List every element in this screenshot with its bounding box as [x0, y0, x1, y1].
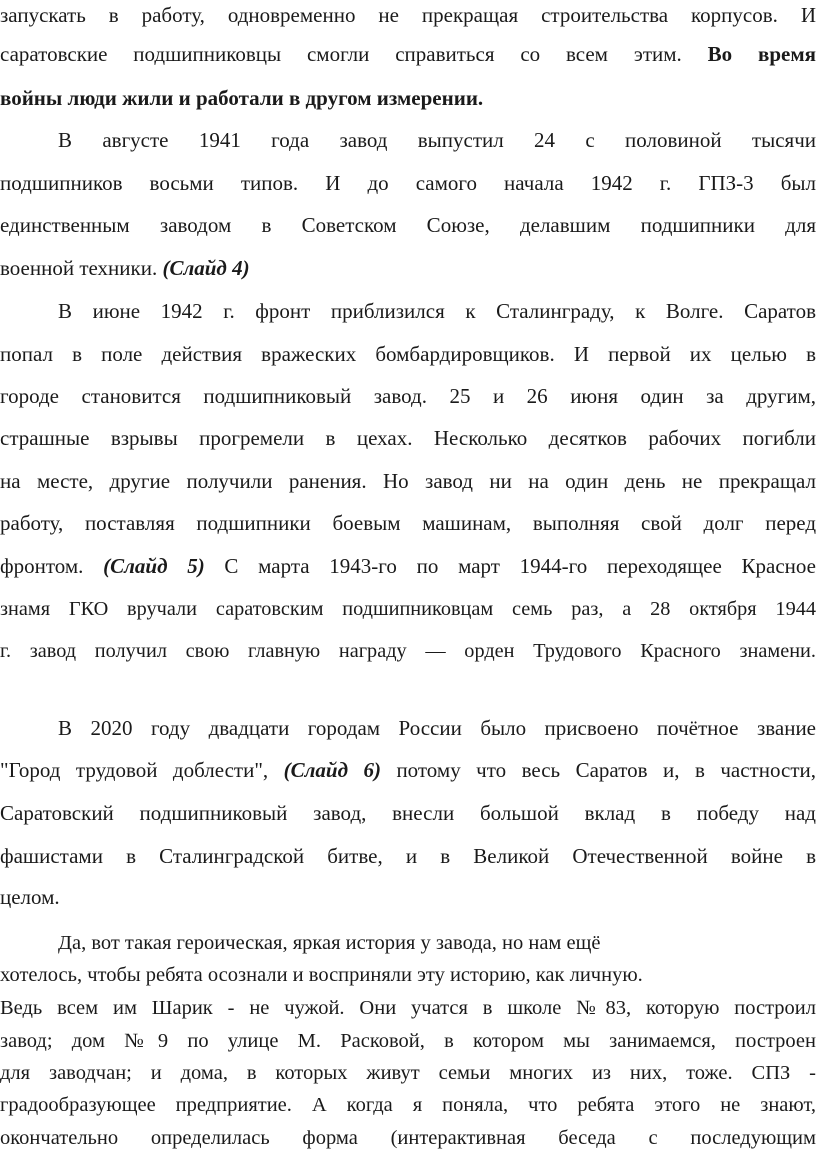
text-line	[0, 596, 816, 622]
text-run: страшные взрывы прогремели в цехах. Несколько десятков рабочих погибли	[0, 426, 816, 450]
text-run: С марта 1943-го по март 1944-го переходящее Красное	[204, 554, 816, 578]
text-line	[0, 341, 816, 367]
slide-reference: (Слайд 4)	[162, 256, 250, 280]
text-run: "Город трудовой доблести",	[0, 758, 284, 782]
text-run: окончательно определилась форма (интерактивная беседа с последующим	[0, 1127, 816, 1149]
text-run: фронтом.	[0, 554, 104, 578]
text-run: военной техники.	[0, 256, 163, 280]
text-line	[0, 884, 816, 910]
text-line	[0, 1061, 816, 1086]
bold-text: войны люди жили и работали в другом измерении.	[0, 86, 484, 110]
text-run: В 2020 году двадцати городам России было присвоено почётное звание	[58, 716, 816, 740]
text-run: для заводчан; и дома, в которых живут семьи многих из них, тоже. СПЗ -	[0, 1062, 816, 1084]
text-run: знамя ГКО вручали саратовским подшипниковцам семь раз, а 28 октября 1944	[0, 598, 816, 620]
text-run: единственным заводом в Советском Союзе, делавшим подшипники для	[0, 213, 816, 237]
text-line	[0, 553, 816, 579]
text-line	[0, 41, 816, 67]
text-run: на месте, другие получили ранения. Но завод ни на один день не прекращал	[0, 469, 816, 493]
text-line	[58, 298, 816, 324]
text-run: хотелось, чтобы ребята осознали и восприняли эту историю, как личную.	[0, 964, 643, 986]
text-line	[0, 1126, 816, 1151]
text-run: попал в поле действия вражеских бомбардировщиков. И первой их целью в	[0, 342, 816, 366]
text-run: г. завод получил свою главную награду — орден Трудового Красного знамени.	[0, 640, 816, 662]
slide-reference: (Слайд 6)	[283, 758, 381, 782]
text-line	[0, 843, 816, 869]
text-run: потому что весь Саратов и, в частности,	[380, 758, 816, 782]
text-line	[0, 425, 816, 451]
text-run: саратовские подшипниковцы смогли справиться со всем этим.	[0, 42, 708, 66]
text-line	[0, 468, 816, 494]
text-line	[0, 963, 816, 988]
text-run: городе становится подшипниковый завод. 25 и 26 июня один за другим,	[0, 384, 816, 408]
text-line	[0, 510, 816, 536]
text-run: работу, поставляя подшипники боевым машинам, выполняя свой долг перед	[0, 511, 816, 535]
text-line	[0, 757, 816, 783]
text-run: завод; дом №9 по улице М. Расковой, в котором мы занимаемся, построен	[0, 1030, 816, 1052]
text-line	[0, 255, 816, 281]
text-line	[0, 1093, 816, 1118]
text-line	[0, 1029, 816, 1054]
text-line	[58, 715, 816, 741]
text-run: фашистами в Сталинградской битве, и в Великой Отечественной войне в	[0, 844, 816, 868]
text-line	[0, 383, 816, 409]
text-line	[58, 127, 816, 153]
text-run: Да, вот такая героическая, яркая история у завода, но нам ещё	[58, 932, 601, 954]
text-line	[58, 931, 816, 956]
text-run: подшипников восьми типов. И до самого начала 1942 г. ГПЗ-3 был	[0, 171, 816, 195]
text-run: В июне 1942 г. фронт приблизился к Сталинграду, к Волге. Саратов	[58, 299, 816, 323]
bold-text: Во время	[707, 42, 816, 66]
text-line	[0, 800, 816, 826]
text-run: В августе 1941 года завод выпустил 24 с половиной тысячи	[58, 128, 816, 152]
text-line	[0, 2, 816, 28]
text-line	[0, 170, 816, 196]
slide-reference: (Слайд 5)	[103, 554, 205, 578]
text-line	[0, 85, 816, 111]
text-run: градообразующее предприятие. А когда я поняла, что ребята этого не знают,	[0, 1094, 816, 1116]
text-line	[0, 212, 816, 238]
text-run: Ведь всем им Шарик - не чужой. Они учатся в школе №83, которую построил	[0, 997, 816, 1019]
text-run: целом.	[0, 885, 60, 909]
text-run: Саратовский подшипниковый завод, внесли большой вклад в победу над	[0, 801, 816, 825]
text-line	[0, 996, 816, 1021]
text-line	[0, 638, 816, 664]
text-run: запускать в работу, одновременно не прекращая строительства корпусов. И	[0, 3, 816, 27]
